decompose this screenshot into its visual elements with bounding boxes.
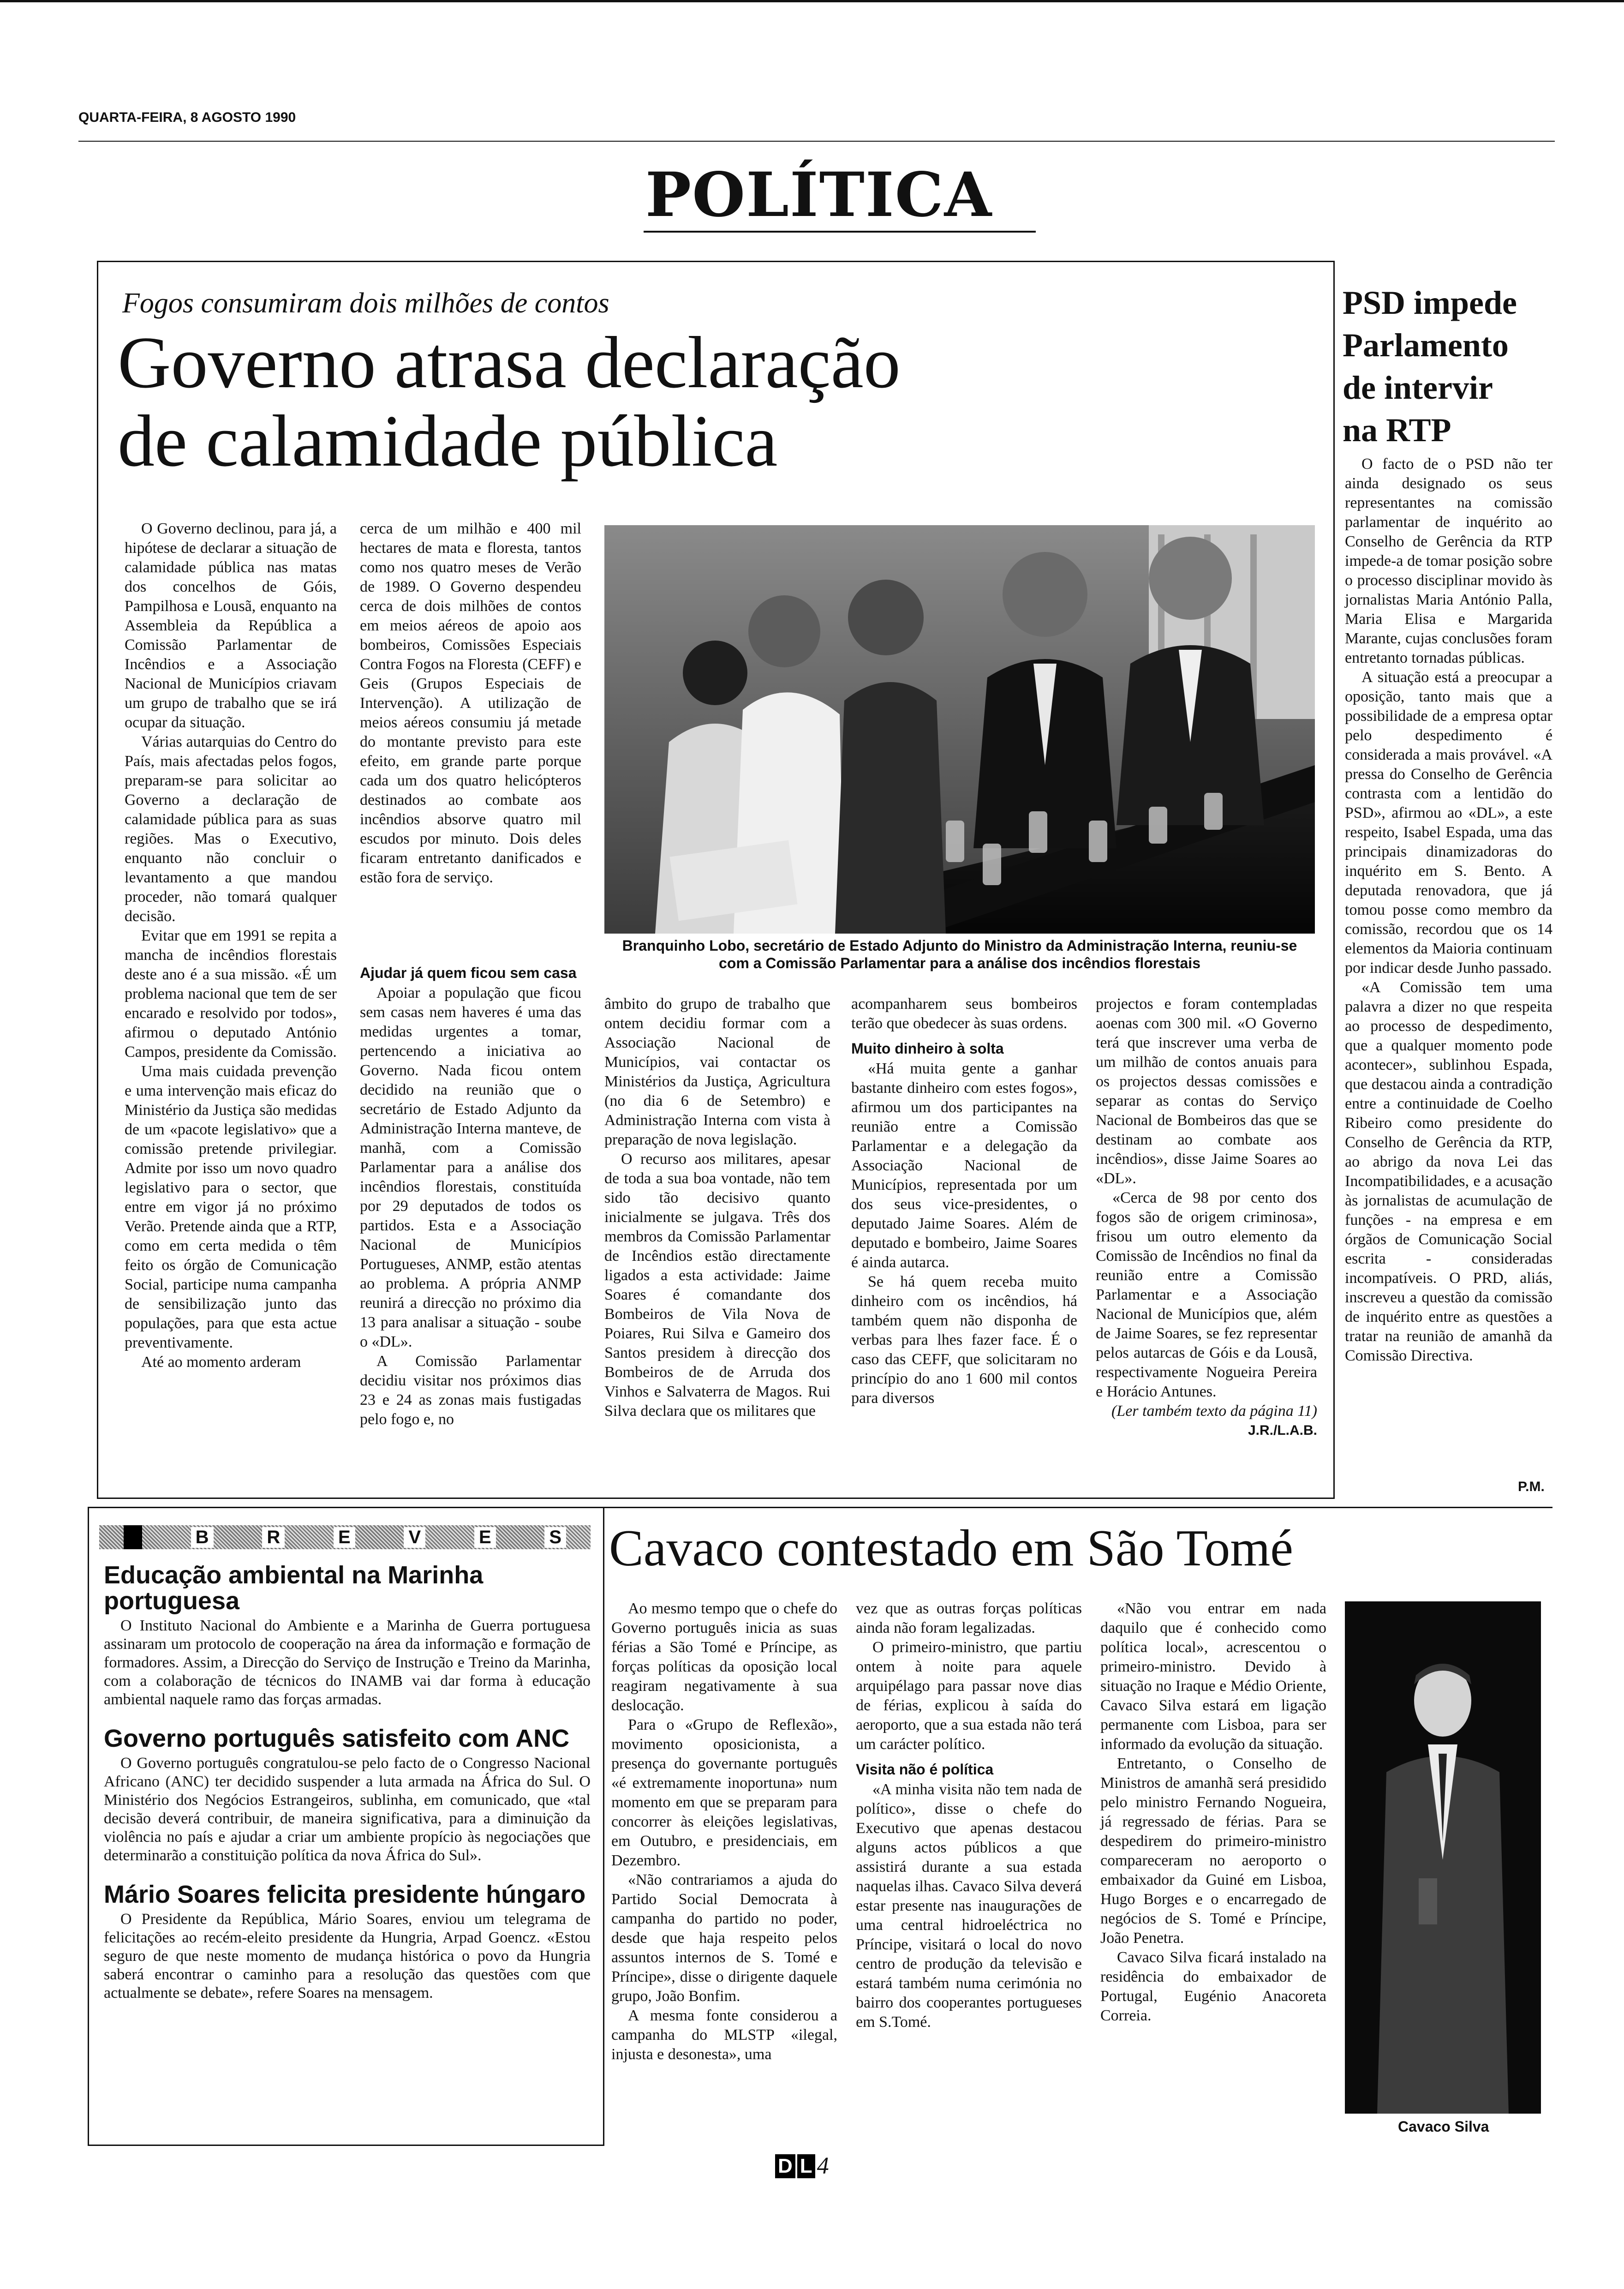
- main-col-1: [125, 519, 337, 1372]
- brief-item: [104, 1882, 591, 2002]
- banner-letter: E: [474, 1527, 496, 1548]
- paragraph: «Não vou entrar em nada daquilo que é conhecido como política local», acrescentou o primeiro-ministro. Devido à situação no Iraque e Médio Oriente, Cavaco Silva estará em ligação permanente com Lisboa, para ser informado da evolução da situação.: [1100, 1600, 1326, 1753]
- paragraph: Para o «Grupo de Reflexão», movimento oposicionista, a presença do governante português «é extremamente inoportuna» num momento em que se preparam para concorrer às eleições legislativas, em Outubro, e presidenciais, em Dezembro.: [611, 1716, 837, 1869]
- byline: J.R./L.A.B.: [1248, 1423, 1317, 1438]
- section-title: POLÍTICA: [645, 159, 993, 231]
- sidebar-headline-line: Parlamento: [1343, 327, 1509, 364]
- cavaco-photo: [1345, 1601, 1541, 2114]
- banner-letter: S: [544, 1527, 566, 1548]
- paragraph: cerca de um milhão e 400 mil hectares de mata e floresta, tantos como nos quatro meses de Verão de 1989. O Governo despendeu cerca de dois milhões de contos em meios aéreos de apoio aos bombeiros, Comissões Especiais Contra Fogos na Floresta (CEFF) e Geis (Grupos Especiais de Intervenção). A utilização de meios aéreos consumiu já metade do montante previsto para este efeito, em grande parte porque cada um dos quatro helicópteros destinados ao combate aos incêndios absorve quatro mil escudos por minuto. Dois deles ficaram entretanto danificados e estão fora de serviço.: [360, 520, 581, 886]
- sidebar-headline-line: na RTP: [1343, 412, 1451, 449]
- sidebar-headline-line: PSD impede: [1343, 284, 1517, 321]
- subheading: Muito dinheiro à solta: [851, 1040, 1004, 1057]
- banner-letter: R: [262, 1527, 285, 1548]
- paragraph: Várias autarquias do Centro do País, mais afectadas pelos fogos, preparam-se para solicitar ao Governo a declaração de calamidade pública para as suas regiões. Mas o Executivo, enquanto não concluir o levantamento a que mandou proceder, não tomará qualquer decisão.: [125, 733, 337, 925]
- banner-letter: V: [404, 1527, 425, 1548]
- paragraph: A Comissão Parlamentar decidiu visitar nos próximos dias 23 e 24 as zonas mais fustigadas pelo fogo e, no: [360, 1353, 581, 1428]
- paragraph: Apoiar a população que ficou sem casas nem haveres é uma das medidas urgentes a tomar, pertencendo a iniciativa ao Governo. Nada ficou ontem decidido na reunião que o secretário de Estado Adjunto da Administração Interna manteve, de manhã, com a Comissão Parlamentar para a análise dos incêndios florestais, constituída por 29 deputados de todos os partidos. Esta e a Associação Nacional de Municípios Portugueses, ANMP, estão atentas ao problema. A própria ANMP reunirá a direcção no próximo dia 13 para analisar a situação - soube o «DL».: [360, 984, 581, 1350]
- paragraph: O Governo declinou, para já, a hipótese de declarar a situação de calamidade pública nas matas dos concelhos de Góis, Pampilhosa e Lousã, enquanto na Assembleia da República a Comissão Parlamentar de Incêndios e a Associação Nacional de Municípios criavam um grupo de trabalho que se irá ocupar da situação.: [125, 520, 337, 731]
- meeting-photo: [604, 525, 1315, 934]
- photo-caption: Branquinho Lobo, secretário de Estado Adjunto do Ministro da Administração Interna, reuniu-se com a Comissão Parlamentar para a análise dos incêndios florestais: [622, 937, 1297, 971]
- paragraph: projectos e foram contempladas aoenas com 300 mil. «O Governo terá que inscrever uma verba de um milhão de contos anuais para os projectos dessas comissões e separar as contas do Serviço Nacional de Bombeiros das que se destinam ao combate aos incêndios», disse Jaime Soares ao «DL».: [1096, 995, 1317, 1187]
- sidebar-body: [1345, 455, 1552, 1366]
- cavaco-photo-caption: Cavaco Silva: [1398, 2118, 1489, 2135]
- brief-item: [104, 1726, 591, 1865]
- banner-marker: [124, 1525, 142, 1549]
- banner-letter: E: [334, 1527, 355, 1548]
- paragraph: Evitar que em 1991 se repita a mancha de incêndios florestais deste ano é a sua missão. «É um problema nacional que tem de ser encarado e resolvido por todos», afirmou o deputado António Campos, presidente da Comissão.: [125, 927, 337, 1061]
- brief-title: Mário Soares felicita presidente húngaro: [104, 1881, 586, 1908]
- main-headline: [118, 323, 1317, 480]
- subheading: Visita não é política: [856, 1761, 994, 1778]
- main-col-3: [604, 995, 830, 1421]
- breves-banner: [99, 1525, 591, 1549]
- main-headline-line2: de calamidade pública: [118, 400, 778, 482]
- brief-title: Governo português satisfeito com ANC: [104, 1725, 570, 1752]
- brief-text: O Governo português congratulou-se pelo facto de o Congresso Nacional Africano (ANC) ter decidido suspender a luta armada na África do Sul. O Ministério dos Negócios Estrangeiros, sublinha, em comunicado, que «tal decisão deverá contribuir, de maneira significativa, para a diminuição da violência no país e ajudar a criar um ambiente propício às negociações que determinarão a constituição política da nova África do Sul».: [104, 1755, 591, 1864]
- meeting-photo-image: [604, 525, 1315, 934]
- subheading: Ajudar já quem ficou sem casa: [360, 965, 577, 981]
- paragraph: Entretanto, o Conselho de Ministros de amanhã será presidido pelo ministro Fernando Nogueira, já regressado de férias. Para se despedirem do primeiro-ministro compareceram no aeroporto o embaixador da Guiné em Lisboa, Hugo Borges e o encarregado de negócios de S. Tomé e Príncipe, João Penetra.: [1100, 1755, 1326, 1947]
- paragraph: O primeiro-ministro, que partiu ontem à noite para aquele arquipélago para passar nove dias de férias, explicou à saída do aeroporto, que a sua estada não terá um carácter político.: [856, 1639, 1082, 1753]
- brief-title: Educação ambiental na Marinha portuguesa: [104, 1561, 484, 1615]
- banner-letter: B: [191, 1527, 214, 1548]
- cavaco-col-3: [1100, 1599, 1326, 2025]
- paragraph: «Não contrariamos a ajuda do Partido Social Democrata à campanha do partido no poder, desde que haja respeito pelos assuntos internos de S. Tomé e Príncipe», disse o dirigente daquele grupo, João Bonfim.: [611, 1871, 837, 2005]
- brief-text: O Presidente da República, Mário Soares, enviou um telegrama de felicitações ao recém-eleito presidente da Hungria, Arpad Goencz. «Estou seguro de que neste momento de mudança histórica o povo da Hungria saberá encontrar o caminho para a resolução das questões com que actualmente se debate», refere Soares na mensagem.: [104, 1911, 591, 2001]
- paragraph: O recurso aos militares, apesar de toda a sua boa vontade, não tem sido tão decisivo quanto inicialmente se julgava. Três dos membros da Comissão Parlamentar de Incêndios estão directamente ligados a esta actividade: Jaime Soares é comandante dos Bombeiros de Vila Nova de Poiares, Rui Silva e Gameiro dos Santos presidem à direcção dos Bombeiros de de Arruda dos Vinhos e Salvaterra de Magos. Rui Silva declara que os militares que: [604, 1150, 830, 1420]
- paragraph: âmbito do grupo de trabalho que ontem decidiu formar com a Associação Nacional de Municípios, vai contactar os Ministérios da Justiça, Agricultura (no dia 6 de Setembro) e Administração Interna com vista à preparação de nova legislação.: [604, 995, 830, 1148]
- paragraph: Cavaco Silva ficará instalado na residência do embaixador de Portugal, Eugénio Anacoreta Correia.: [1100, 1949, 1326, 2024]
- cavaco-photo-image: [1345, 1601, 1541, 2114]
- main-col-2-bottom: [360, 958, 581, 1429]
- paragraph: Até ao momento arderam: [141, 1354, 301, 1371]
- main-col-2-top: [360, 519, 581, 887]
- logo-d: D: [775, 2154, 795, 2178]
- paragraph: vez que as outras forças políticas ainda não foram legalizadas.: [856, 1600, 1082, 1636]
- main-col-4: [851, 995, 1077, 1408]
- sidebar-byline: P.M.: [1518, 1479, 1545, 1494]
- paragraph: Uma mais cuidada prevenção e uma intervenção mais eficaz do Ministério da Justiça são medidas de um «pacote legislativo» que a comissão pretende privilegiar. Admite por isso um novo quadro legislativo para o sector, que entre em vigor já no próximo Verão. Pretende ainda que a RTP, como em certa medida o têm feito os órgão de Comunicação Social, participe numa campanha de sensibilização junto das populações, para que esta actue preventivamente.: [125, 1063, 337, 1351]
- paragraph: acompanharem seus bombeiros terão que obedecer às suas ordens.: [851, 995, 1077, 1032]
- paragraph: «A minha visita não tem nada de político», disse o chefe do Executivo que apenas destacou alguns actos públicos a que assistirá durante a sua estada naquelas ilhas. Cavaco Silva deverá estar presente nas inaugurações de uma central hidroeléctrica no Príncipe, visitará o local do novo centro de produção da televisão e estará também numa cerimónia no bairro dos cooperantes portugueses em S.Tomé.: [856, 1781, 1082, 2031]
- cavaco-col-1: [611, 1599, 837, 2064]
- brief-item: [104, 1562, 591, 1709]
- brief-text: O Instituto Nacional do Ambiente e a Marinha de Guerra portuguesa assinaram um protocolo de cooperação na área da informação e formação de formadores. Assim, a Direcção do Serviço de Instrução e Treino da Marinha, com a colaboração de técnicos do INAMB vai dar forma à educação ambiental naquele ramo das forças armadas.: [104, 1617, 591, 1708]
- breves-list: [104, 1562, 591, 2019]
- paragraph: A situação está a preocupar a oposição, tanto mais que a possibilidade de a empresa optar pelo despedimento é considerada a mais provável. «A pressa do Conselho de Gerência contrasta com a lentidão do PSD», afirmou ao «DL», a este respeito, Isabel Espada, uma das principais dinamizadoras do inquérito em S. Bento. A deputada renovadora, que já tomou posse como membro da comissão, recordou que os 14 elementos da Maioria continuam por indicar desde Junho passado.: [1345, 669, 1552, 977]
- issue-date: QUARTA-FEIRA, 8 AGOSTO 1990: [78, 110, 296, 125]
- paragraph: «Cerca de 98 por cento dos fogos são de origem criminosa», frisou um outro elemento da Comissão de Incêndios no final da reunião entre a Comissão Parlamentar e a Associação Nacional de Municípios que, além de Jaime Soares, se fez representar pelos autarcas de Góis e da Lousã, respectivamente Nogueira Pereira e Horácio Antunes.: [1096, 1189, 1317, 1400]
- see-also: (Ler também texto da página 11): [1111, 1402, 1317, 1420]
- logo-l: L: [797, 2154, 815, 2178]
- paragraph: «Há muita gente a ganhar bastante dinheiro com estes fogos», afirmou um dos participantes na reunião entre a Comissão Parlamentar e a delegação da Associação Nacional de Municípios, representada por um dos seus vice-presidentes, o deputado Jaime Soares. Além de deputado e bombeiro, Jaime Soares é ainda autarca.: [851, 1060, 1077, 1271]
- sidebar-headline-line: de intervir: [1343, 369, 1493, 406]
- paragraph: «A Comissão tem uma palavra a dizer no que respeita ao processo de despedimento, que a qualquer momento pode acontecer», sublinhou Espada, que destacou ainda a contradição entre a continuidade de Coelho Ribeiro como presidente do Conselho de Gerência da RTP, ao abrigo da nova Lei das Incompatibilidades, e a acusação às jornalistas de acumulação de funções - na empresa e em órgãos de Comunicação Social escrita - consideradas incompatíveis. O PRD, aliás, inscreveu a questão da comissão de inquérito entre as questões a tratar na reunião de amanhã da Comissão Directiva.: [1345, 979, 1552, 1364]
- paragraph: Se há quem receba muito dinheiro com os incêndios, há também quem não disponha de verbas para lhes fazer face. É o caso das CEFF, que solicitaram no princípio do ano 1 600 mil contos para diversos: [851, 1273, 1077, 1407]
- main-col-5: [1096, 995, 1317, 1440]
- paragraph: Ao mesmo tempo que o chefe do Governo português inicia as suas férias a São Tomé e Príncipe, as forças políticas da oposição local reagiram negativamente à sua deslocação.: [611, 1600, 837, 1714]
- main-headline-line1: Governo atrasa declaração: [118, 321, 901, 403]
- page-number: 4: [817, 2153, 829, 2179]
- cavaco-col-2: [856, 1599, 1082, 2032]
- footer-logo: [775, 2154, 829, 2178]
- cavaco-headline: Cavaco contestado em São Tomé: [609, 1520, 1294, 1577]
- paragraph: A mesma fonte considerou a campanha do MLSTP «ilegal, injusta e desonesta», uma: [611, 2007, 837, 2063]
- kicker: Fogos consumiram dois milhões de contos: [122, 288, 609, 319]
- sidebar-headline: [1343, 282, 1550, 451]
- paragraph: O facto de o PSD não ter ainda designado os seus representantes na comissão parlamentar de inquérito ao Conselho de Gerência da RTP impede-a de tomar posição sobre o processo disciplinar movido às jornalistas Maria António Palla, Maria Elisa e Margarida Marante, cujas conclusões foram entretanto tornadas públicas.: [1345, 455, 1552, 666]
